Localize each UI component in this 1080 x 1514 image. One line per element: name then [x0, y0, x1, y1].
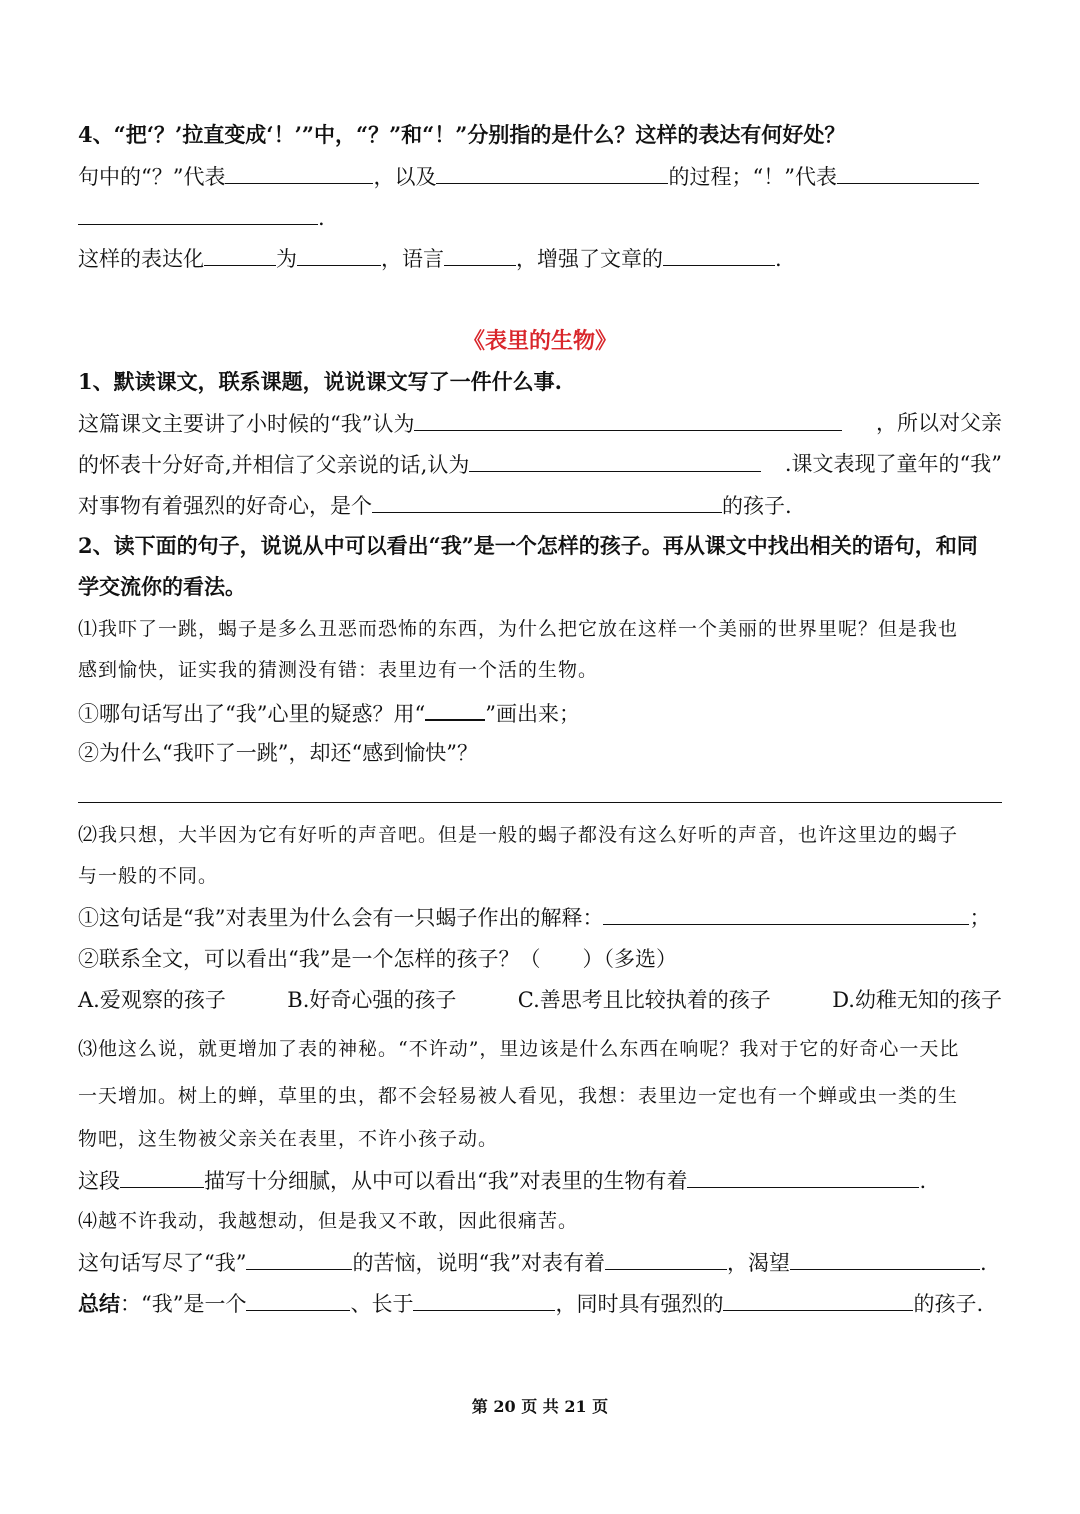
underline-sample: [425, 697, 485, 721]
summary-blank-3[interactable]: [723, 1288, 913, 1311]
s1-answer-line-3: 对事物有着强烈的好奇心，是个 的孩子.: [78, 490, 1002, 521]
p4-blank-3[interactable]: [790, 1247, 980, 1270]
summary-label: 总结: [78, 1291, 120, 1316]
s1-blank-1[interactable]: [414, 408, 842, 431]
q4-blank-5[interactable]: [204, 243, 276, 266]
p1-q1: ①哪句话写出了“我”心里的疑惑？用“ ”画出来；: [78, 697, 1002, 729]
p4-line-1: ⑷越不许我动，我越想动，但是我又不敢，因此很痛苦。: [78, 1210, 579, 1232]
q4-answer-line-2: .: [78, 202, 1002, 233]
s1-blank-3[interactable]: [372, 490, 722, 513]
option-d[interactable]: D.幼稚无知的孩子: [832, 988, 1002, 1012]
s2-question-line-1: 2、读下面的句子，说说从中可以看出“我”是一个怎样的孩子。再从课文中找出相关的语句，和同: [78, 533, 978, 558]
summary-blank-2[interactable]: [413, 1288, 555, 1311]
option-c[interactable]: C.善思考且比较执着的孩子: [517, 988, 771, 1012]
q4-blank-7[interactable]: [444, 243, 516, 266]
p3-blank-2[interactable]: [687, 1165, 919, 1188]
p1-q2: ②为什么“我吓了一跳”，却还“感到愉快”？: [78, 741, 478, 765]
p2-q2: ②联系全文，可以看出“我”是一个怎样的孩子？（ ）（多选）: [78, 947, 677, 971]
p3-line-2: 一天增加。树上的蝉，草里的虫，都不会轻易被人看见，我想：表里边一定也有一个蝉或虫一类的生: [78, 1085, 959, 1107]
q4-blank-3[interactable]: [837, 161, 979, 184]
q4-blank-8[interactable]: [663, 243, 775, 266]
s2-question-line-2: 学交流你的看法。: [78, 574, 246, 599]
q4-blank-1[interactable]: [225, 161, 373, 184]
option-a[interactable]: A.爱观察的孩子: [78, 988, 226, 1012]
p3-line-3: 物吧，这生物被父亲关在表里，不许小孩子动。: [78, 1128, 499, 1150]
q4-question: 4、“把‘？’拉直变成‘！’”中，“？”和“！”分别指的是什么？这样的表达有何好处？: [78, 122, 846, 147]
q4-blank-6[interactable]: [297, 243, 381, 266]
q4-blank-2[interactable]: [436, 161, 668, 184]
p4-blank-1[interactable]: [246, 1247, 352, 1270]
p1-line-1: ⑴我吓了一跳，蝎子是多么丑恶而恐怖的东西，为什么把它放在这样一个美丽的世界里呢？但是我也: [78, 618, 959, 640]
q4-answer-line-1: 句中的“？”代表 ，以及 的过程；“！”代表: [78, 161, 1002, 192]
p3-line-1: ⑶他这么说，就更增加了表的神秘。“不许动”，里边该是什么东西在响呢？我对于它的好奇心一天比: [78, 1038, 960, 1060]
s1-answer-line-1: 这篇课文主要讲了小时候的“我”认为 ，所以对父亲: [78, 408, 1002, 439]
options-row: [78, 985, 1002, 1015]
summary: 总结：“我”是一个 、长于 ，同时具有强烈的 的孩子.: [78, 1288, 1002, 1319]
p4-blank-2[interactable]: [605, 1247, 727, 1270]
p3-blank-1[interactable]: [120, 1165, 204, 1188]
s1-answer-line-2: 的怀表十分好奇,并相信了父亲说的话,认为 .课文表现了童年的“我”: [78, 449, 1002, 480]
p2-blank-1[interactable]: [603, 902, 969, 925]
page-footer: 第 20 页 共 21 页: [471, 1397, 609, 1416]
p2-q1: ①这句话是“我”对表里为什么会有一只蝎子作出的解释： ；: [78, 902, 1002, 933]
p1-answer-line[interactable]: [78, 802, 1002, 803]
s1-question: 1、默读课文，联系课题，说说课文写了一件什么事.: [78, 369, 562, 394]
option-b[interactable]: B.好奇心强的孩子: [287, 988, 457, 1012]
s1-blank-2[interactable]: [469, 449, 761, 472]
q4-blank-4[interactable]: [78, 202, 318, 225]
p2-line-1: ⑵我只想，大半因为它有好听的声音吧。但是一般的蝎子都没有这么好听的声音，也许这里边的蝎子: [78, 824, 959, 846]
p4-q: 这句话写尽了“我” 的苦恼，说明“我”对表有着 ，渴望 .: [78, 1247, 1002, 1278]
section-title: 《表里的生物》: [462, 328, 617, 354]
q4-answer-line-3: 这样的表达化 为 ，语言 ，增强了文章的 .: [78, 243, 1002, 274]
p3-q: 这段 描写十分细腻，从中可以看出“我”对表里的生物有着 .: [78, 1165, 1002, 1196]
p2-line-2: 与一般的不同。: [78, 865, 219, 887]
summary-blank-1[interactable]: [246, 1288, 350, 1311]
p1-line-2: 感到愉快，证实我的猜测没有错：表里边有一个活的生物。: [78, 659, 599, 681]
